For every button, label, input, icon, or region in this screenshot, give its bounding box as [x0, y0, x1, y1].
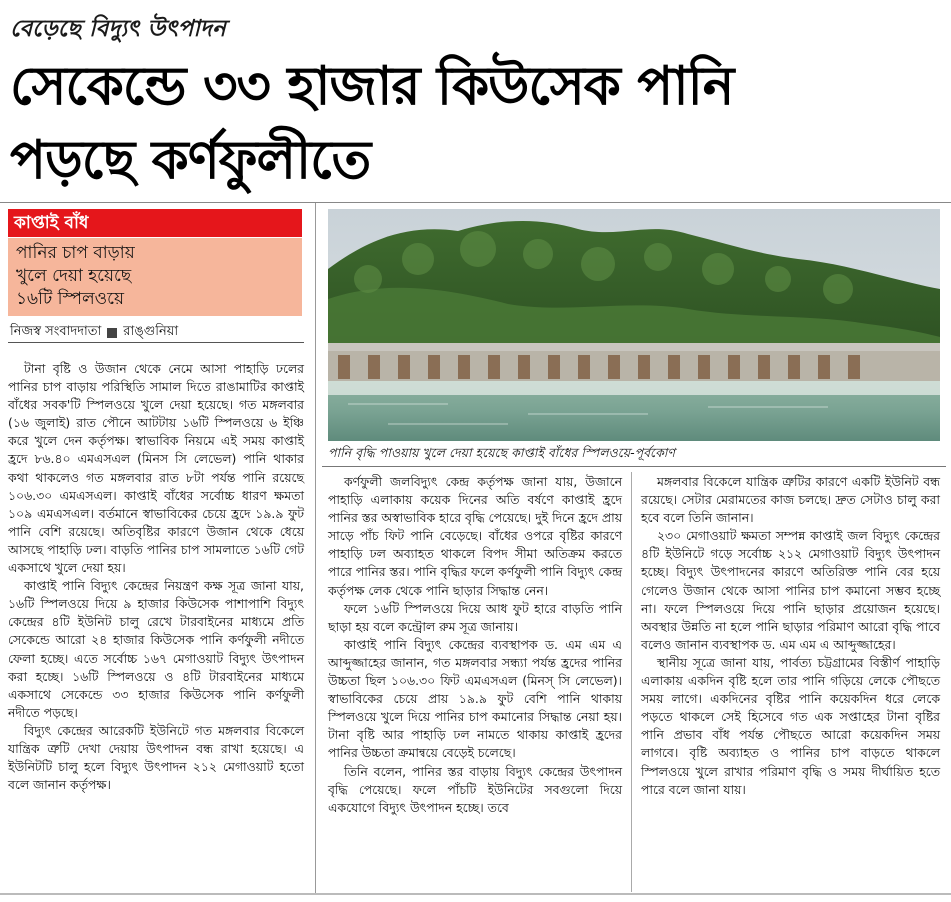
subhead-line-1: পানির চাপ বাড়ায় — [16, 243, 135, 263]
column-divider — [631, 472, 632, 892]
article-column-3 — [641, 473, 940, 799]
divider — [0, 893, 951, 895]
divider — [0, 202, 951, 203]
paragraph: মঙ্গলবার বিকেলে যান্ত্রিক ত্রুটির কারণে একটি ইউনিট বন্ধ রয়েছে। সেটার মেরামতের কাজ চলছে। দ্রুত সেটাও চালু করা হবে বলে তিনি জানান। — [641, 474, 940, 526]
dam-spillway-image — [328, 209, 940, 441]
divider — [8, 342, 304, 343]
byline — [10, 322, 302, 343]
subheadline — [8, 238, 302, 316]
subhead-line-2: খুলে দেয়া হয়েছে — [16, 266, 132, 286]
article-column-1 — [8, 360, 304, 794]
paragraph: কাপ্তাই পানি বিদ্যুৎ কেন্দ্রের নিয়ন্ত্রণ কক্ষ সূত্র জানা যায়, ১৬টি স্পিলওয়ে দিয়ে ৯ হাজার কিউসেক পাশাপাশি বিদ্যুৎ কেন্দ্রের ৪টি ইউনিট চালু রেখে টারবাইনের মাধ্যমে প্রতি সেকেন্ডে আরো ২৪ হাজার কিউসেক পানি কর্ণফুলী নদীতে ফেলা হচ্ছে। এতে সর্বোচ্চ ১৬৭ মেগাওয়াট বিদ্যুৎ উৎপাদন করা হচ্ছে। ১৬টি স্পিলওয়ে ও ৪টি টারবাইনের মাধ্যমে একসাথে সেকেন্ডে ৩৩ হাজার কিউসেক পানি কর্ণফুলী নদীতে পড়ছে। — [8, 578, 304, 720]
section-tag: কাপ্তাই বাঁধ — [8, 209, 302, 237]
kicker: বেড়েছে বিদ্যুৎ উৎপাদন — [10, 16, 226, 42]
headline — [10, 50, 940, 198]
headline-line-1: সেকেন্ডে ৩৩ হাজার কিউসেক পানি — [10, 56, 734, 117]
dam-photo — [328, 209, 940, 441]
column-divider — [315, 203, 316, 893]
byline-reporter: নিজস্ব সংবাদদাতা — [10, 324, 102, 339]
paragraph: বিদ্যুৎ কেন্দ্রের আরেকটি ইউনিটে গত মঙ্গলবার বিকেলে যান্ত্রিক ত্রুটি দেখা দেয়ায় উৎপাদন বন্ধ রাখা হয়েছে। এ ইউনিটটি চালু হলে বিদ্যুৎ উৎপাদন ২১২ মেগাওয়াট হতো বলে জানান কর্তৃপক্ষ। — [8, 722, 304, 793]
square-bullet-icon — [107, 328, 117, 338]
article-column-2 — [328, 473, 622, 817]
headline-line-2: পড়ছে কর্ণফুলীতে — [10, 130, 371, 191]
paragraph: স্থানীয় সূত্রে জানা যায়, পার্বত্য চট্টগ্রামের বিস্তীর্ণ পাহাড়ি এলাকায় একদিন বৃষ্টি হলে তার পানি গড়িয়ে লেকে পৌছতে সময় লাগে। একদিনের বৃষ্টির পানি কয়েকদিন ধরে লেকে পড়তে থাকলে সেই হিসেবে গত এক সপ্তাহের টানা বৃষ্টির পানি প্রভাব বাঁধ পর্যন্ত পৌছতে আরো কয়েকদিন সময় লাগবে। বৃষ্টি অব্যাহত ও পানির চাপ বাড়তে থাকলে স্পিলওয়ে খুলে রাখার পরিমাণ বৃদ্ধি ও সময় দীর্ঘায়িত হতে পারে বলে জানা যায়। — [641, 654, 940, 797]
divider — [322, 466, 946, 467]
paragraph: তিনি বলেন, পানির স্তর বাড়ায় বিদ্যুৎ কেন্দ্রের উৎপাদন বৃদ্ধি পেয়েছে। ফলে পাঁচটি ইউনিটের সবগুলো দিয়ে একযোগে বিদ্যুৎ উৎপাদন হচ্ছে। তবে — [328, 763, 622, 815]
paragraph: ২৩০ মেগাওয়াট ক্ষমতা সম্পন্ন কাপ্তাই জল বিদ্যুৎ কেন্দ্রের ৪টি ইউনিটে গড়ে সর্বোচ্চ ২১২ মেগাওয়াট বিদ্যুৎ উৎপাদন হচ্ছে। বিদ্যুৎ উৎপাদনের কারণে অতিরিক্ত পানি বের হয়ে গেলেও উজান থেকে আসা পানির চাপ কমানো সম্ভব হচ্ছে না। ফলে স্পিলওয়ে দিয়ে পানি ছাড়ার প্রয়োজন হয়েছে। অবস্থার উন্নতি না হলে পানি ছাড়ার পরিমাণ আরো বৃদ্ধি পাবে বলেও জানান ব্যবস্থাপক ড. এম এম এ আব্দুজ্জাহের। — [641, 528, 940, 652]
byline-location: রাঙ্গুনিয়া — [123, 324, 179, 339]
paragraph: কাপ্তাই পানি বিদ্যুৎ কেন্দ্রের ব্যবস্থাপক ড. এম এম এ আব্দুজ্জাহের জানান, গত মঙ্গলবার সন্ধ্যা পর্যন্ত হ্রদের পানির উচ্চতা ছিল ১০৬.৩০ ফিট এমএসএল (মিনস্ সি লেভেল)। স্বাভাবিকের চেয়ে প্রায় ১৯.৯ ফুট বেশি পানি থাকায় স্পিলওয়ে খুলে দিয়ে পানির চাপ কমানোর সিদ্ধান্ত নেয়া হয়। টানা বৃষ্টি আর পাহাড়ি ঢল নামতে থাকায় কাপ্তাই হ্রদের পানির উচ্চতা ক্রমান্বয়ে বেড়েই চলেছে। — [328, 636, 622, 761]
subhead-line-3: ১৬টি স্পিলওয়ে — [16, 289, 125, 309]
photo-caption: পানি বৃদ্ধি পাওয়ায় খুলে দেয়া হয়েছে কাপ্তাই বাঁধের স্পিলওয়ে-পূর্বকোণ — [328, 445, 675, 460]
paragraph: কর্ণফুলী জলবিদ্যুৎ কেন্দ্র কর্তৃপক্ষ জানা যায়, উজানে পাহাড়ি এলাকায় কয়েক দিনের অতি বর্ষণে কাপ্তাই হ্রদে পানির স্তর অস্বাভাবিক হারে বৃদ্ধি পেয়েছে। দুই দিনে হ্রদে প্রায় সাড়ে পাঁচ ফিট পানি বেড়েছে। বাঁধের ওপরে বৃষ্টির কারণে পাহাড়ি ঢল অব্যাহত থাকলে বিপদ সীমা অতিক্রম করতে পারে পানির স্তর। পানি বৃদ্ধির ফলে কর্ণফুলী পানি বিদ্যুৎ কেন্দ্র কর্তৃপক্ষ লেক থেকে পানি ছাড়ার সিদ্ধান্ত নেন। — [328, 474, 622, 598]
paragraph: টানা বৃষ্টি ও উজান থেকে নেমে আসা পাহাড়ি ঢলের পানির চাপ বাড়ায় পরিস্থিতি সামাল দিতে রাঙামাটির কাপ্তাই বাঁধের সবক'টি স্পিলওয়ে খুলে দেয়া হয়েছে। গত মঙ্গলবার (১৬ জুলাই) রাত পৌনে আটটায় ১৬টি স্পিলওয়ে ৬ ইঞ্চি করে খুলে দেন কর্তৃপক্ষ। স্বাভাবিক নিয়মে এই সময় কাপ্তাই হ্রদে ৮৬.৪০ এমএসএল (মিনস সি লেভেল) পানি থাকার কথা থাকলেও গত মঙ্গলবার রাত ৮টা পর্যন্ত পানি রয়েছে ১০৬.৩০ এমএসএল। কাপ্তাই বাঁধের সর্বোচ্চ ধারণ ক্ষমতা ১০৯ এমএসএল। বর্তমানে স্বাভাবিকের চেয়ে হ্রদে ১৯.৯ ফুট পানি বেশি রয়েছে। অতিবৃষ্টির কারণে উজান থেকে ধেয়ে আসছে পাহাড়ি ঢল। বাড়তি পানির চাপ সামলাতে ১৬টি গেট একসাথে খুলে দেয়া হয়। — [8, 361, 304, 576]
paragraph: ফলে ১৬টি স্পিলওয়ে দিয়ে আধ ফুট হারে বাড়তি পানি ছাড়া হয় বলে কন্ট্রোল রুম সূত্র জানায়। — [328, 600, 622, 634]
